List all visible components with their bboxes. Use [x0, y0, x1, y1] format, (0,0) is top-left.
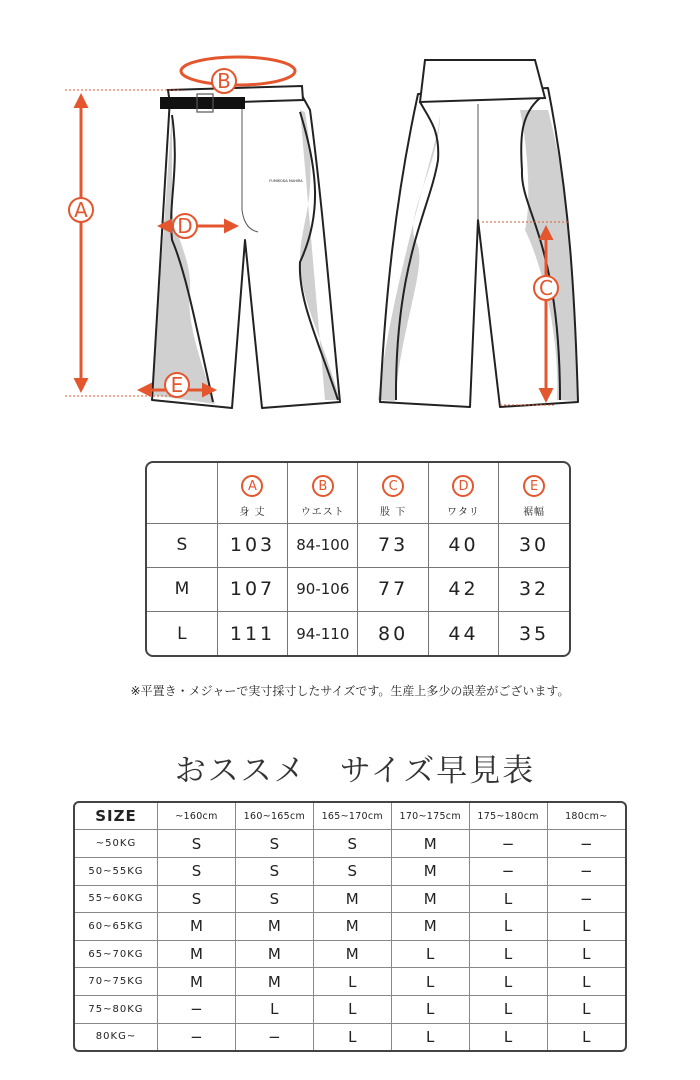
size-cell: M — [313, 940, 391, 968]
col-header-b: B ウエスト — [288, 463, 358, 523]
size-cell: − — [547, 830, 625, 858]
recommend-row — [75, 968, 625, 996]
recommend-row — [75, 913, 625, 941]
size-cell: L — [547, 995, 625, 1023]
size-cell: S — [158, 857, 236, 885]
circle-d-icon: D — [452, 475, 474, 497]
recommend-row — [75, 885, 625, 913]
weight-label: 70~75KG — [75, 968, 158, 996]
brand-text: FUMIKODA MAHIRA — [269, 179, 303, 183]
size-cell: L — [547, 913, 625, 941]
size-cell: L — [469, 968, 547, 996]
size-cell: L — [391, 940, 469, 968]
size-cell: M — [313, 913, 391, 941]
size-cell: L — [547, 1023, 625, 1050]
marker-b: B — [217, 69, 231, 93]
height-header: 180cm~ — [547, 803, 625, 830]
size-table — [145, 461, 571, 657]
circle-e-icon: E — [523, 475, 545, 497]
size-cell: S — [235, 830, 313, 858]
marker-a: A — [74, 198, 88, 222]
size-table-corner — [147, 463, 217, 523]
weight-label: 75~80KG — [75, 995, 158, 1023]
size-cell: − — [469, 857, 547, 885]
recommend-corner: SIZE — [75, 803, 158, 830]
col-header-e: E 裾幅 — [499, 463, 569, 523]
col-header-c: C 股 下 — [358, 463, 428, 523]
size-cell: − — [158, 995, 236, 1023]
front-view-pants — [152, 86, 340, 408]
height-header: ~160cm — [158, 803, 236, 830]
col-header-a: A 身 丈 — [217, 463, 287, 523]
size-cell: L — [469, 940, 547, 968]
size-cell: L — [391, 968, 469, 996]
size-cell: M — [391, 885, 469, 913]
marker-e: E — [170, 373, 184, 397]
size-cell: L — [547, 940, 625, 968]
size-cell: M — [235, 940, 313, 968]
size-cell: L — [391, 1023, 469, 1050]
size-cell: M — [235, 968, 313, 996]
recommend-table — [73, 801, 627, 1052]
size-cell: S — [158, 885, 236, 913]
size-cell: L — [391, 995, 469, 1023]
size-cell: S — [313, 857, 391, 885]
circle-a-icon: A — [241, 475, 263, 497]
size-cell: − — [235, 1023, 313, 1050]
size-cell: M — [313, 885, 391, 913]
size-cell: − — [547, 885, 625, 913]
marker-d: D — [177, 214, 193, 238]
measurement-note: ※平置き・メジャーで実寸採寸したサイズです。生産上多少の誤差がございます。 — [130, 684, 570, 698]
size-cell: M — [391, 913, 469, 941]
pants-measurement-diagram — [0, 0, 700, 440]
size-cell: L — [235, 995, 313, 1023]
size-cell: M — [158, 940, 236, 968]
size-cell: − — [158, 1023, 236, 1050]
size-row-m: M 107 90-106 77 42 32 — [147, 567, 569, 611]
size-cell: L — [547, 968, 625, 996]
recommend-row — [75, 940, 625, 968]
size-cell: S — [158, 830, 236, 858]
height-header: 170~175cm — [391, 803, 469, 830]
size-cell: − — [547, 857, 625, 885]
size-cell: − — [469, 830, 547, 858]
size-row-l: L 111 94-110 80 44 35 — [147, 612, 569, 655]
weight-label: 55~60KG — [75, 885, 158, 913]
size-cell: M — [391, 857, 469, 885]
size-cell: M — [158, 913, 236, 941]
recommend-row — [75, 857, 625, 885]
recommend-row — [75, 830, 625, 858]
size-cell: L — [313, 968, 391, 996]
size-cell: S — [235, 857, 313, 885]
size-cell: L — [469, 913, 547, 941]
size-cell: M — [235, 913, 313, 941]
size-cell: M — [391, 830, 469, 858]
marker-c: C — [539, 276, 553, 300]
weight-label: 60~65KG — [75, 913, 158, 941]
weight-label: 80KG~ — [75, 1023, 158, 1050]
size-cell: L — [469, 885, 547, 913]
recommend-header-row — [75, 803, 625, 830]
size-cell: S — [235, 885, 313, 913]
size-cell: L — [313, 995, 391, 1023]
col-header-d: D ワタリ — [428, 463, 498, 523]
recommend-title: おススメ サイズ早見表 — [174, 753, 536, 789]
size-cell: L — [313, 1023, 391, 1050]
height-header: 165~170cm — [313, 803, 391, 830]
recommend-row — [75, 1023, 625, 1050]
size-cell: M — [158, 968, 236, 996]
back-view-pants — [378, 60, 578, 407]
weight-label: 50~55KG — [75, 857, 158, 885]
size-cell: S — [313, 830, 391, 858]
size-row-s: S 103 84-100 73 40 30 — [147, 523, 569, 567]
circle-b-icon: B — [312, 475, 334, 497]
height-header: 160~165cm — [235, 803, 313, 830]
weight-label: ~50KG — [75, 830, 158, 858]
size-cell: L — [469, 995, 547, 1023]
circle-c-icon: C — [382, 475, 404, 497]
recommend-row — [75, 995, 625, 1023]
weight-label: 65~70KG — [75, 940, 158, 968]
height-header: 175~180cm — [469, 803, 547, 830]
size-cell: L — [469, 1023, 547, 1050]
size-table-header — [147, 463, 569, 523]
